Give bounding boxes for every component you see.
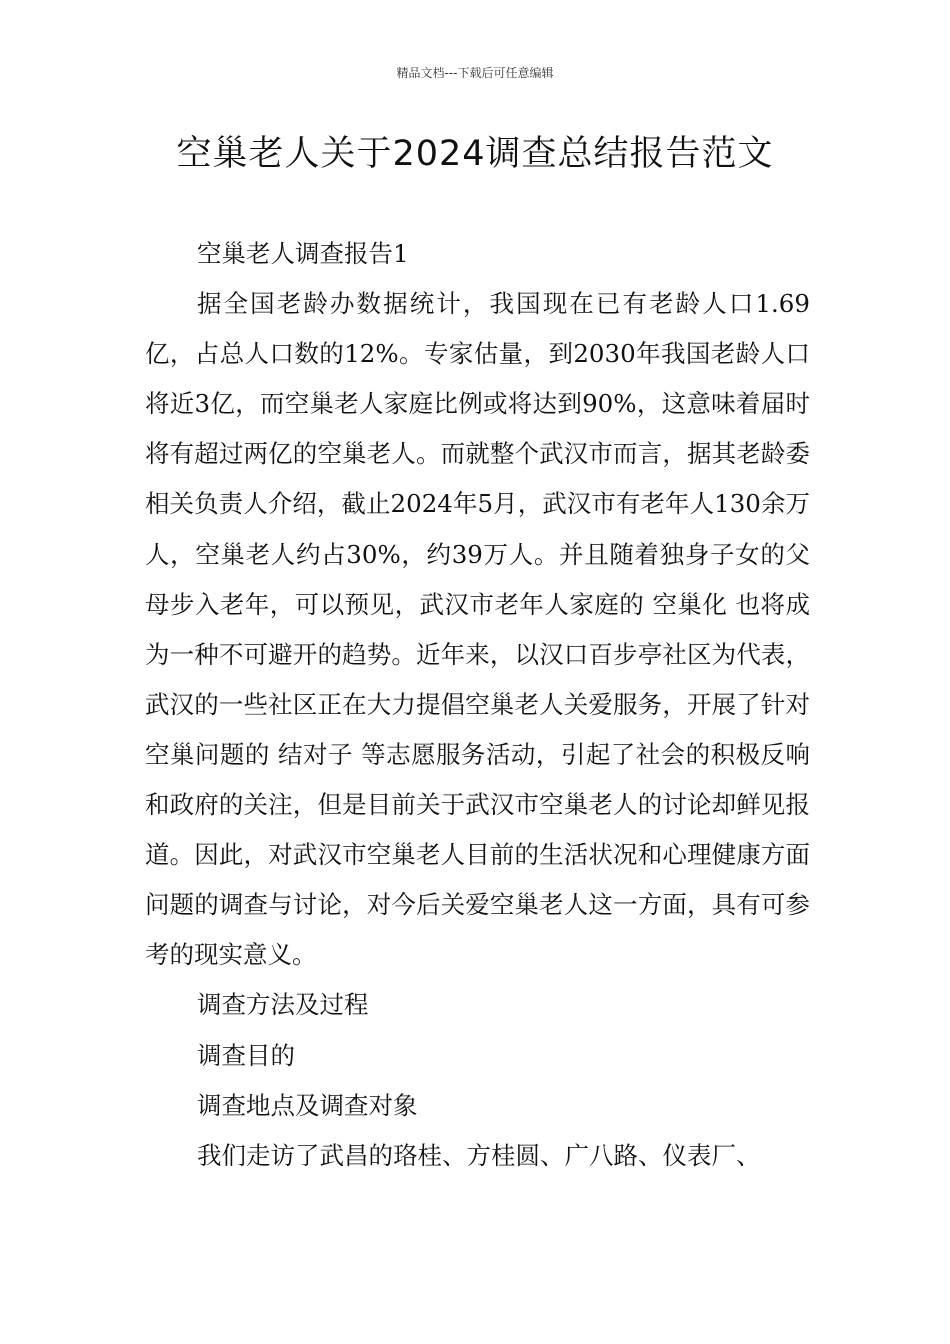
subheading-purpose: 调查目的 bbox=[197, 1040, 295, 1070]
body-paragraph: 据全国老龄办数据统计，我国现在已有老龄人口1.69亿，占总人口数的12%。专家估量，到2030年我国老龄人口将近3亿，而空巢老人家庭比例或将达到90%，这意味着届时将有超过两亿的空巢老人。而就整个武汉市而言，据其老龄委相关负责人介绍，截止2024年5月，武汉市有老年人130余万人，空巢老人约占30%，约39万人。并且随着独身子女的父母步入老年，可以预见，武汉市老年人家庭的 空巢化 也将成为一种不可避开的趋势。近年来，以汉口百步亭社区为代表，武汉的一些社区正在大力提倡空巢老人关爱服务，开展了针对空巢问题的 结对子 等志愿服务活动，引起了社会的积极反响和政府的关注，但是目前关于武汉市空巢老人的讨论却鲜见报道。因此，对武汉市空巢老人目前的生活状况和心理健康方面问题的调查与讨论，对今后关爱空巢老人这一方面，具有可参考的现实意义。 bbox=[145, 289, 810, 970]
body-paragraph: 我们走访了武昌的珞桂、方桂圆、广八路、仪表厂、 bbox=[197, 1140, 761, 1170]
page-header-watermark: 精品文档---下载后可任意编辑 bbox=[396, 66, 554, 80]
subheading-methods: 调查方法及过程 bbox=[197, 990, 369, 1020]
document-body bbox=[145, 229, 810, 1181]
section-heading: 空巢老人调查报告1 bbox=[197, 239, 409, 268]
document-title: 空巢老人关于2024调查总结报告范文 bbox=[176, 134, 774, 174]
subheading-location: 调查地点及调查对象 bbox=[197, 1090, 418, 1120]
